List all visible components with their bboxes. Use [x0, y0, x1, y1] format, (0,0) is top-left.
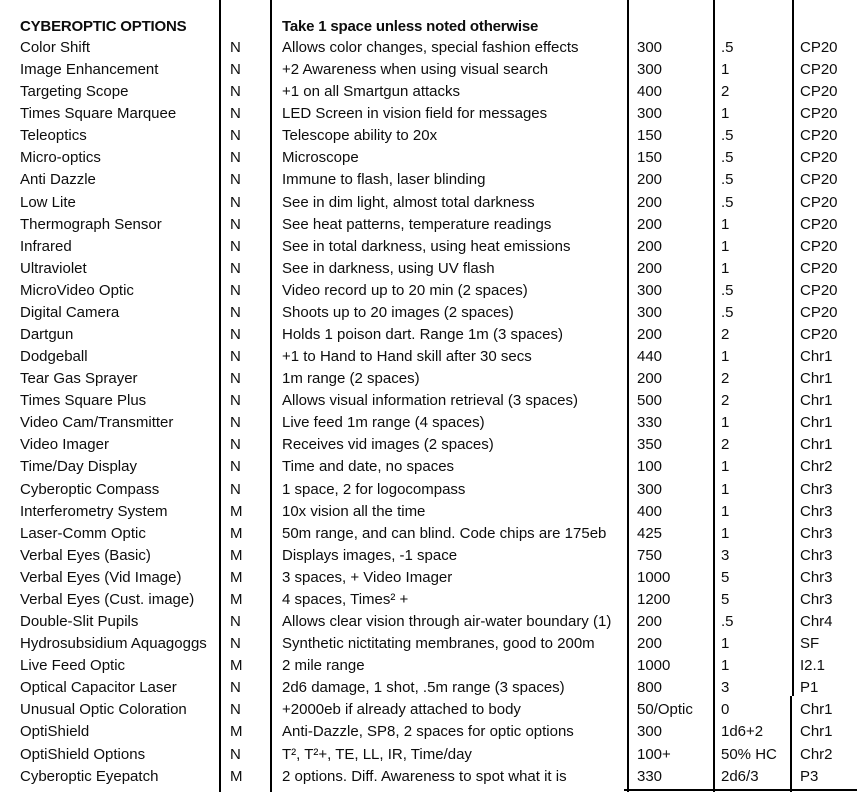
option-humanity-cost: 1	[721, 215, 730, 233]
option-humanity-cost: .5	[721, 281, 734, 299]
option-name: Anti Dazzle	[20, 171, 96, 189]
option-availability: M	[230, 767, 243, 785]
option-description: 2 options. Diff. Awareness to spot what it is	[282, 767, 567, 785]
option-cost: 1200	[637, 590, 671, 608]
option-humanity-cost: 1	[721, 105, 730, 123]
option-availability: N	[230, 259, 241, 277]
option-humanity-cost: .5	[721, 613, 734, 631]
option-source: CP20	[800, 105, 838, 123]
option-cost: 300	[637, 723, 663, 741]
option-description: Synthetic nictitating membranes, good to 200m	[282, 635, 595, 653]
option-humanity-cost: 3	[721, 679, 730, 697]
option-availability: M	[230, 568, 243, 586]
option-source: I2.1	[800, 657, 826, 675]
option-name: Cyberoptic Compass	[20, 480, 160, 498]
option-description: 2 mile range	[282, 657, 365, 675]
option-name: Live Feed Optic	[20, 657, 126, 675]
table-row	[0, 633, 857, 655]
option-description: Live feed 1m range (4 spaces)	[282, 414, 485, 432]
option-cost: 1000	[637, 568, 671, 586]
option-source: Chr3	[800, 546, 833, 564]
option-availability: N	[230, 281, 241, 299]
option-availability: N	[230, 39, 241, 56]
column-divider-type	[270, 0, 272, 792]
table-row	[0, 721, 857, 743]
option-source: SF	[800, 635, 820, 653]
option-description: 1m range (2 spaces)	[282, 370, 420, 388]
option-availability: N	[230, 436, 241, 454]
option-cost: 440	[637, 348, 663, 366]
option-description: See heat patterns, temperature readings	[282, 215, 552, 233]
option-cost: 1000	[637, 657, 671, 675]
table-row	[0, 59, 857, 81]
option-description: See in darkness, using UV flash	[282, 259, 495, 277]
option-cost: 300	[637, 303, 663, 321]
option-name: Verbal Eyes (Vid Image)	[20, 568, 182, 586]
table-row	[0, 147, 857, 169]
option-humanity-cost: 5	[721, 590, 730, 608]
option-source: CP20	[800, 281, 838, 299]
option-name: Cyberoptic Eyepatch	[20, 767, 159, 785]
option-source: CP20	[800, 259, 838, 277]
option-cost: 200	[637, 171, 663, 189]
option-humanity-cost: 50% HC	[721, 745, 777, 763]
option-cost: 300	[637, 480, 663, 498]
table-header-row	[0, 16, 857, 37]
table-row	[0, 346, 857, 368]
option-source: Chr1	[800, 348, 833, 366]
option-name: Double-Slit Pupils	[20, 613, 139, 631]
option-description: Immune to flash, laser blinding	[282, 171, 486, 189]
option-cost: 50/Optic	[637, 701, 693, 719]
header-source-cell	[792, 16, 857, 37]
option-humanity-cost: 1	[721, 480, 730, 498]
header-type-cell	[219, 16, 271, 37]
option-name: Times Square Plus	[20, 392, 147, 410]
option-cost: 100+	[637, 745, 671, 763]
option-humanity-cost: 1	[721, 414, 730, 432]
table-row	[0, 589, 857, 611]
option-source: CP20	[800, 171, 838, 189]
option-source: CP20	[800, 149, 838, 167]
option-source: CP20	[800, 303, 838, 321]
option-humanity-cost: 2	[721, 326, 730, 344]
column-divider-humanity-upper	[792, 0, 794, 696]
table-row	[0, 699, 857, 721]
table-row	[0, 501, 857, 523]
option-name: Dartgun	[20, 326, 74, 344]
option-source: Chr2	[800, 458, 833, 476]
option-humanity-cost: 2	[721, 370, 730, 388]
table-row	[0, 258, 857, 280]
option-description: Holds 1 poison dart. Range 1m (3 spaces)	[282, 326, 563, 344]
table-row	[0, 655, 857, 677]
table-row	[0, 302, 857, 324]
table-row	[0, 545, 857, 567]
option-availability: M	[230, 590, 243, 608]
table-row	[0, 390, 857, 412]
option-availability: N	[230, 613, 241, 631]
option-humanity-cost: 1	[721, 61, 730, 79]
option-availability: M	[230, 723, 243, 741]
option-cost: 350	[637, 436, 663, 454]
option-humanity-cost: .5	[721, 171, 734, 189]
table-row	[0, 412, 857, 434]
option-cost: 300	[637, 105, 663, 123]
option-availability: N	[230, 414, 241, 432]
table-row	[0, 125, 857, 147]
option-source: CP20	[800, 193, 838, 211]
option-humanity-cost: 1	[721, 259, 730, 277]
option-name: Dodgeball	[20, 348, 88, 366]
option-cost: 300	[637, 39, 663, 56]
option-name: Low Lite	[20, 193, 76, 211]
option-name: Time/Day Display	[20, 458, 137, 476]
option-availability: N	[230, 326, 241, 344]
option-availability: N	[230, 458, 241, 476]
option-humanity-cost: 1	[721, 458, 730, 476]
option-availability: N	[230, 127, 241, 145]
option-source: Chr2	[800, 745, 833, 763]
table-row	[0, 169, 857, 191]
option-name: Digital Camera	[20, 303, 120, 321]
option-name: Image Enhancement	[20, 61, 159, 79]
option-humanity-cost: 1	[721, 502, 730, 520]
table-row	[0, 611, 857, 633]
option-source: CP20	[800, 215, 838, 233]
option-source: Chr4	[800, 613, 833, 631]
option-cost: 400	[637, 502, 663, 520]
option-description: Displays images, -1 space	[282, 546, 458, 564]
option-description: Microscope	[282, 149, 359, 167]
option-description: T², T²+, TE, LL, IR, Time/day	[282, 745, 472, 763]
option-cost: 200	[637, 613, 663, 631]
option-description: Anti-Dazzle, SP8, 2 spaces for optic options	[282, 723, 574, 741]
option-description: 4 spaces, Times² +	[282, 590, 409, 608]
option-name: OptiShield Options	[20, 745, 146, 763]
option-name: Thermograph Sensor	[20, 215, 162, 233]
option-description: Allows clear vision through air-water boundary (1)	[282, 613, 612, 631]
option-name: Optical Capacitor Laser	[20, 679, 177, 697]
option-cost: 400	[637, 83, 663, 101]
option-source: CP20	[800, 83, 838, 101]
option-availability: N	[230, 149, 241, 167]
option-description: 1 space, 2 for logocompass	[282, 480, 466, 498]
option-source: Chr1	[800, 701, 833, 719]
cyberoptic-options-table	[0, 16, 857, 788]
option-description: 3 spaces, + Video Imager	[282, 568, 453, 586]
header-humanity-cell	[713, 16, 792, 37]
option-source: Chr1	[800, 370, 833, 388]
option-source: CP20	[800, 127, 838, 145]
option-humanity-cost: 2d6/3	[721, 767, 759, 785]
option-cost: 200	[637, 215, 663, 233]
option-cost: 300	[637, 281, 663, 299]
option-name: Verbal Eyes (Basic)	[20, 546, 151, 564]
option-description: 2d6 damage, 1 shot, .5m range (3 spaces)	[282, 679, 565, 697]
table-space-note: Take 1 space unless noted otherwise	[282, 18, 539, 35]
option-availability: N	[230, 480, 241, 498]
option-humanity-cost: 1	[721, 237, 730, 255]
option-humanity-cost: .5	[721, 303, 734, 321]
option-name: Teleoptics	[20, 127, 87, 145]
option-description: Telescope ability to 20x	[282, 127, 438, 145]
option-availability: M	[230, 502, 243, 520]
option-source: Chr1	[800, 436, 833, 454]
option-humanity-cost: 5	[721, 568, 730, 586]
option-description: Time and date, no spaces	[282, 458, 455, 476]
table-row	[0, 567, 857, 589]
option-cost: 200	[637, 370, 663, 388]
table-row	[0, 81, 857, 103]
option-name: Ultraviolet	[20, 259, 87, 277]
option-availability: N	[230, 635, 241, 653]
option-humanity-cost: 1d6+2	[721, 723, 764, 741]
option-cost: 330	[637, 414, 663, 432]
option-humanity-cost: 0	[721, 701, 730, 719]
option-availability: M	[230, 524, 243, 542]
option-name: Unusual Optic Coloration	[20, 701, 187, 719]
table-row	[0, 456, 857, 478]
table-row	[0, 677, 857, 699]
column-divider-humanity-lower	[790, 696, 792, 792]
option-humanity-cost: .5	[721, 193, 734, 211]
table-row	[0, 192, 857, 214]
table-row	[0, 37, 857, 59]
option-source: Chr3	[800, 524, 833, 542]
option-humanity-cost: 2	[721, 436, 730, 454]
option-cost: 800	[637, 679, 663, 697]
option-humanity-cost: 2	[721, 392, 730, 410]
option-humanity-cost: .5	[721, 149, 734, 167]
option-source: Chr3	[800, 568, 833, 586]
option-availability: N	[230, 83, 241, 101]
option-humanity-cost: 3	[721, 546, 730, 564]
option-availability: N	[230, 701, 241, 719]
option-description: Allows color changes, special fashion effects	[282, 39, 579, 56]
option-description: +1 on all Smartgun attacks	[282, 83, 461, 101]
option-availability: N	[230, 105, 241, 123]
option-cost: 200	[637, 193, 663, 211]
option-humanity-cost: 2	[721, 83, 730, 101]
table-bottom-border	[624, 789, 857, 791]
table-row	[0, 744, 857, 766]
option-availability: N	[230, 303, 241, 321]
option-source: Chr3	[800, 590, 833, 608]
option-cost: 750	[637, 546, 663, 564]
option-humanity-cost: 1	[721, 524, 730, 542]
option-source: CP20	[800, 61, 838, 79]
option-description: Receives vid images (2 spaces)	[282, 436, 494, 454]
option-name: Tear Gas Sprayer	[20, 370, 138, 388]
option-source: CP20	[800, 326, 838, 344]
option-source: CP20	[800, 39, 838, 56]
option-description: +2 Awareness when using visual search	[282, 61, 549, 79]
table-row	[0, 280, 857, 302]
option-description: 10x vision all the time	[282, 502, 426, 520]
option-cost: 200	[637, 635, 663, 653]
option-cost: 200	[637, 259, 663, 277]
option-cost: 500	[637, 392, 663, 410]
option-description: Shoots up to 20 images (2 spaces)	[282, 303, 514, 321]
option-name: Targeting Scope	[20, 83, 129, 101]
option-source: Chr3	[800, 502, 833, 520]
option-description: +2000eb if already attached to body	[282, 701, 521, 719]
option-description: 50m range, and can blind. Code chips are 175eb	[282, 524, 607, 542]
option-availability: N	[230, 679, 241, 697]
option-source: Chr1	[800, 414, 833, 432]
column-divider-name	[219, 0, 221, 792]
option-availability: N	[230, 193, 241, 211]
option-cost: 200	[637, 237, 663, 255]
option-name: Infrared	[20, 237, 72, 255]
option-humanity-cost: 1	[721, 635, 730, 653]
option-name: Video Imager	[20, 436, 109, 454]
option-availability: M	[230, 546, 243, 564]
option-description: Allows visual information retrieval (3 spaces)	[282, 392, 578, 410]
option-cost: 300	[637, 61, 663, 79]
option-availability: N	[230, 237, 241, 255]
table-row	[0, 479, 857, 501]
option-name: OptiShield	[20, 723, 90, 741]
table-row	[0, 523, 857, 545]
table-body	[0, 37, 857, 788]
option-name: Laser-Comm Optic	[20, 524, 146, 542]
option-name: Times Square Marquee	[20, 105, 177, 123]
option-availability: N	[230, 745, 241, 763]
option-name: MicroVideo Optic	[20, 281, 134, 299]
option-cost: 200	[637, 326, 663, 344]
option-availability: N	[230, 215, 241, 233]
option-name: Color Shift	[20, 39, 91, 56]
option-name: Video Cam/Transmitter	[20, 414, 174, 432]
option-name: Micro-optics	[20, 149, 101, 167]
option-cost: 100	[637, 458, 663, 476]
header-cost-cell	[627, 16, 713, 37]
option-humanity-cost: 1	[721, 348, 730, 366]
option-availability: M	[230, 657, 243, 675]
table-row	[0, 324, 857, 346]
option-cost: 330	[637, 767, 663, 785]
option-availability: N	[230, 348, 241, 366]
option-description: Video record up to 20 min (2 spaces)	[282, 281, 528, 299]
option-humanity-cost: 1	[721, 657, 730, 675]
table-title: CYBEROPTIC OPTIONS	[20, 18, 187, 35]
option-source: P1	[800, 679, 819, 697]
option-humanity-cost: .5	[721, 39, 734, 56]
table-row	[0, 766, 857, 788]
option-description: LED Screen in vision field for messages	[282, 105, 548, 123]
table-row	[0, 236, 857, 258]
option-humanity-cost: .5	[721, 127, 734, 145]
table-row	[0, 214, 857, 236]
option-name: Hydrosubsidium Aquagoggs	[20, 635, 207, 653]
option-cost: 425	[637, 524, 663, 542]
option-cost: 150	[637, 149, 663, 167]
option-availability: N	[230, 370, 241, 388]
option-source: Chr3	[800, 480, 833, 498]
table-row	[0, 434, 857, 456]
column-divider-cost	[713, 0, 715, 792]
option-description: See in dim light, almost total darkness	[282, 193, 535, 211]
table-row	[0, 103, 857, 125]
option-availability: N	[230, 171, 241, 189]
option-source: Chr1	[800, 723, 833, 741]
column-divider-description	[627, 0, 629, 792]
option-availability: N	[230, 392, 241, 410]
option-source: P3	[800, 767, 819, 785]
option-availability: N	[230, 61, 241, 79]
option-name: Interferometry System	[20, 502, 168, 520]
option-name: Verbal Eyes (Cust. image)	[20, 590, 195, 608]
option-cost: 150	[637, 127, 663, 145]
option-description: See in total darkness, using heat emissions	[282, 237, 571, 255]
table-row	[0, 368, 857, 390]
option-description: +1 to Hand to Hand skill after 30 secs	[282, 348, 532, 366]
option-source: Chr1	[800, 392, 833, 410]
option-source: CP20	[800, 237, 838, 255]
